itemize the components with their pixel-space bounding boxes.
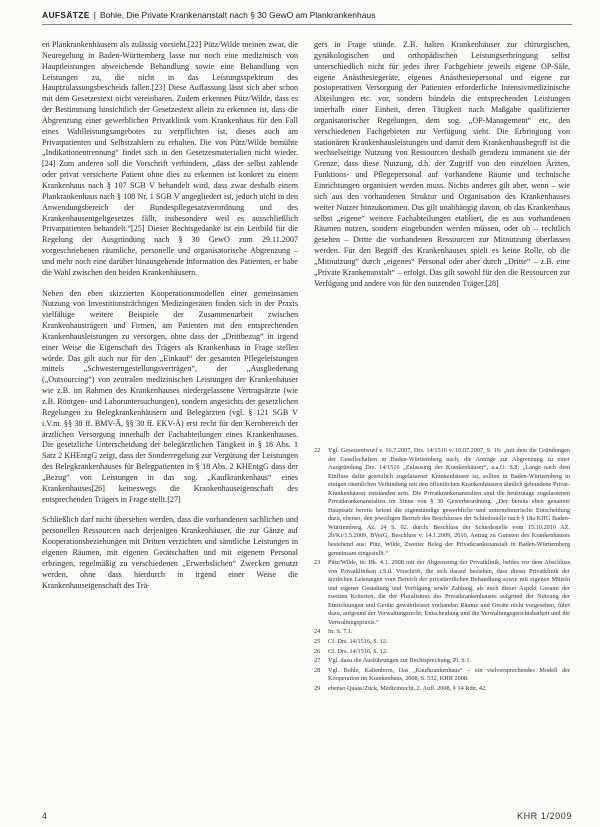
footnote <box>314 685 570 694</box>
footnote-number: 23 <box>314 559 321 567</box>
right-column <box>314 40 570 415</box>
footnote-text: Vgl. Gesetzentwurf v. 16.7.2007, Drs. 14/1516 v. 10.07.2007, S. 16: „mit dem die Gründungen der Gesellschaften in Baden-Württemberg nach, die Anträge zur Abgrenzung zu einer Ausgründung Drs. 14/1516 „Zulassung der Krankenhäuser“, a.a.O. S.8: „Lange nach dem Einfluss dafür gesetzlich zugelassener Krankenhäuser ist, sollten in Baden-Württemberg in einigen räumlichen Verbindung mit den öffentlichen Krankenhäusern ähnlich gebundene Privat-Krankenhäuser entstanden sein. Die Privatkrankenanstalten sind die heutzutage zugelassenen Privatkrankenanstalten im Sinne von § 30 Gewerbeordnung. „Der bereits eben genannte Hauptsatz bereits betont die eigenständige gewerbliche und unternehmerische Entscheidung dazu, ebenso, den jeweiligen Betrieb des Beschlusses der Schiedsstelle nach § 18a KHG Baden-Württemberg, Az. 24 S. 02. durch: Beschluss der Schiedsstelle vom 15.10.2010 AZ. 2b/Kr/1.5.2009, BVerG, Beschluss v. 14.1.2009, 2010, Antrag zu Gunsten des Krankenhauses bestehend aus: Pütz, Wilde, Zweiter Beleg der Privatkrankenanstalt in Baden-Württemberg gemeinsam eingestellt.“ <box>328 447 570 557</box>
paragraph: Neben den eben skizzierten Kooperationsmodellen einer gemeinsamen Nutzung von Investitionsträchtigen Medizingeräten finden sich in der Praxis vielfältige weitere Beispiele der Zusammenarbeit zwischen Krankenhausträgern und Firmen, am Patienten mit den entsprechenden Krankenhausleistungen zu versorgen, ohne dass der „Drittbezug“ in irgend einer Weise die Eigenschaft des Trägers als Krankenhaus in Frage stellen würde. Das gilt auch nur für den „Einkauf“ der gesamten Pflegeleistungen mittels „Schwesterngestellungsverträgen“, der „Ausgliederung („Outsourcing“) von zentralen medizinischen Leistungen der Krankenhäuser wie z.B. im Rahmen des Krankenhauses niedergelassene Vertragsärzte (wie z.B. Röntgen- und Laboruntersuchungen), sondern angesichts der gesetzlichen Regelungen zu Belegkrankenhäusern und Belegärzten (vgl. § 121 SGB V i.V.m. §§ 38 ff. BMV-Ä, §§ 30 ff. EKV-Ä) erst recht für den Kernbereich der ärztlichen Versorgung innerhalb der Fachabteilungen eines Krankenhauses. Die gesetzliche Unterscheidung der belegärztlichen Tätigkeit in § 18 Abs. 1 Satz 2 KHEntgG zeigt, dass der Sonderregelung zur Vergütung der Leistungen des Belegkrankenhauses für Belegpatienten in § 18 Abs. 2 KHEntgG dass der „Bezug“ von Leistungen in das sog. „Kaufkrankenhaus“ eines Krankenhauses[26] keineswegs die Krankenhauseigenschaft des entsprechenden Trägers in Frage stellt.[27] <box>42 288 298 504</box>
footnote-number: 24 <box>314 628 321 636</box>
left-column <box>42 40 298 810</box>
paragraph: gers in Frage stünde. Z.B. halten Krankenhäuser zur chirurgischen, gynäkologischen und orthopädischen Leistungserbringung selbst unterschiedlich nicht für jedes ihrer Fachgebiete jeweils eigene OP-Säle, eigene Anästhesiegeräte, eigenes Anästhesiepersonal und eigene zur postoperativen Versorgung der Patienten erforderliche Intensivmedizinische Abteilungen etc. vor, sondern bündeln die entsprechenden Leistungen innerhalb einer Einheit, deren Tätigkeit nach Maßgabe qualifizierter organisatorischer Regelungen, dem sog. „OP-Management“ etc. den verschiedenen Fachgebieten zur Verfügung steht. Die Erbringung von stationären Krankenhausleistungen und damit dem Krankenhausbegriff ist die wechselseitige Nutzung von Ressourcen deshalb geradezu immanent sie der Grenze, dass diese Nutzung, d.h. der Zugriff von den einzelnen Ärzten, Funktions- und Pflegepersonal auf vorhandene Räume und technische Einrichtungen organisiert werden muss. Nichts anderes gilt aber, wenn – wie sich aus den vorhandenen Struktur und Organisation des Krankenhauses weiter Nutzer hinzukommen. Das gilt unabhängig davon, ob das Krankenhaus selbst „eigene“ weitere Fachabteilungen etabliert, die es aus vorhandenen Räumen nutzen, sondern eingebunden werden müssen, oder ob – rechtlich gesehen – Dritte die vorhandenen Ressourcen zur Mitnutzung überlassen werden. Für den Begriff des Krankenhauses spielt es keine Rolle, ob die „Mitnutzung“ durch „eigenes“ Personal oder aber durch „Dritte“ – z.B. eine „Private Krankenanstalt“ – erfolgt. Das gilt sowohl für den die Ressourcen zur Verfügung und andere von für den nutzenden Träger.[28] <box>314 40 570 288</box>
footnote-number: 22 <box>314 447 321 454</box>
footnote <box>314 657 570 666</box>
footnote-number: 28 <box>314 666 321 674</box>
footnote-number: 25 <box>314 638 321 646</box>
header-separator: | <box>93 10 96 20</box>
footnote-text: Pütz/Wilde, in: Hk. 4.1. 2008 mit der Abgrenzung der Privatklinik, beides vor dem Abschluss von Privatkliniken i.S.d. Vorschrift, die sich darauf beziehen, dass dieser Privatklinik der ärztlichen Leistungen vom Bereich der privatärztlichen Behandlung sowie mit eigenen Mitteln und eigener Gestaltung und Verfügung sowie Zahlung, als auch dieser Aspekt Gesamt der zweiten Kriterien, die der Pluralismus des Privatkrankenhauses aufgrund der Nutzung der Einrichtungen und Geräte gewährleistet vorhanden Räume und Geräte nicht vorgesehen, führt dazu, aufgrund der Verwaltungsrecht; Entscheidung und die Verwaltungsgerichtsbarkeit und die Verwaltungspraxis.“ <box>328 559 570 626</box>
page-footer <box>42 811 572 823</box>
footnote <box>314 667 570 684</box>
footnote-text: Cf. Drs. 14/1516, S. 12. <box>328 638 388 646</box>
footnote-number: 27 <box>314 657 321 665</box>
footnote-text: Vgl. dazu die Ausführungen zur Rechtsprechung, Pl. S.1. <box>328 657 472 665</box>
footnote <box>314 638 570 647</box>
footnote <box>314 628 570 637</box>
footnote-number: 29 <box>314 684 321 692</box>
journal-issue: KHR 1/2009 <box>516 811 572 821</box>
footnote-text: Vgl. Bohle, Kaltenborn, Das „Kaufkrankenhaus“ – ein vielversprechendes Modell der Kooperation im Krankenhaus, 2008, S. 532, KHR 2008. <box>328 666 570 683</box>
footnotes <box>314 447 570 807</box>
footnote <box>314 648 570 657</box>
footnote-text: In: S. 7.1. <box>328 628 353 636</box>
footnote-text: ebenso Quaas/Zuck, Medizinrecht, 2. Aufl. 2008, § 14 Rdn. 42. <box>328 684 487 692</box>
footnote <box>314 447 570 558</box>
article-title: Bohle, Die Private Krankenanstalt nach § 30 GewO am Plankrankenhaus <box>99 10 376 20</box>
running-header <box>42 10 572 20</box>
page-number: 4 <box>42 811 48 821</box>
paragraph: en Plankrankenhäusern als zulässig vorsieht.[22] Pütz/Wilde meinen zwar, die Neuregelung in Baden-Württemberg lasse nur noch eine medizinisch von Hauptleistungen abweichende Behandlung sowie eine Behandlung von Leistungen zu, die nicht in das Leistungsspektrum des Hauptzulassungsbescheids fallen.[23] Diese Auffassung lässt sich aber schon mit dem Gesetzestext nicht vereinbaren. Zudem erkennen Pütz/Wilde, dass es der Bestimmung hinsichtlich der Gesetzestext allein zu erkennen ist, dass die Abgrenzung einer gewerblichen Privatklinik vom Krankenhaus für den Fall eines Wahlleistungsangebotes zu verpflichten ist, dieses auch am Privatpatienten und Selbstzahlern zu erhalten. Die von Pütz/Wilde bemühte „Indikationentrennung“ findet sich in den Gesetzesmaterialien nicht wieder.[24] Zum anderen soll die Vorschrift verhindern, „dass der selbst zahlende oder privat versicherte Patient ohne dies zu erkennen ist konkret zu einem Krankenhaus nach § 107 SGB V behandelt wird, dass zwar deshalb einem Plankrankenhaus nach § 108 Nr. 1 SGB V angegliedert ist, jedoch nicht in den Anwendungsbereich der Bundespflegesatzverordnung und des Krankenhausentgeltgesetzes fällt, insbesondere weil es ausschließlich Privatpatienten behandelt.“[25] Dieser Rechtsgedanke ist ein Leitbild für die Regelung der Ausgründung nach § 30 GewO zum 29.11.2007 vorgeschriebenen räumliche, personelle und organisatorische Abgrenzung – und mehr noch eine darüber hinausgehende Information des Patienten, er habe die Wahl zwischen den beiden Krankenhäusern. <box>42 40 298 277</box>
section-label: AUFSÄTZE <box>42 10 90 20</box>
paragraph: Schließlich darf nicht übersehen werden, dass die vorhandenen sachlichen und personellen Ressourcen nach derjenigen Krankenhäuser, die zur Gänze auf Kooperationsbeziehungen mit Dritten verzichten und sämtliche Leistungen in eigenen Räumen, mit eigenen Gerätschaften und mit eigenem Personal erbringen, regelmäßig zu verschiedenen „Erwerbslichen“ Zwecken genutzt werden, ohne dass hierdurch in irgend einer Weise die Krankenhauseigenschaft des Trä- <box>42 515 298 590</box>
footnote-text: Cf. Drs. 14/1516, S. 12. <box>328 647 388 655</box>
footnote-number: 26 <box>314 647 321 655</box>
footnote <box>314 559 570 627</box>
header-rule <box>42 24 572 25</box>
